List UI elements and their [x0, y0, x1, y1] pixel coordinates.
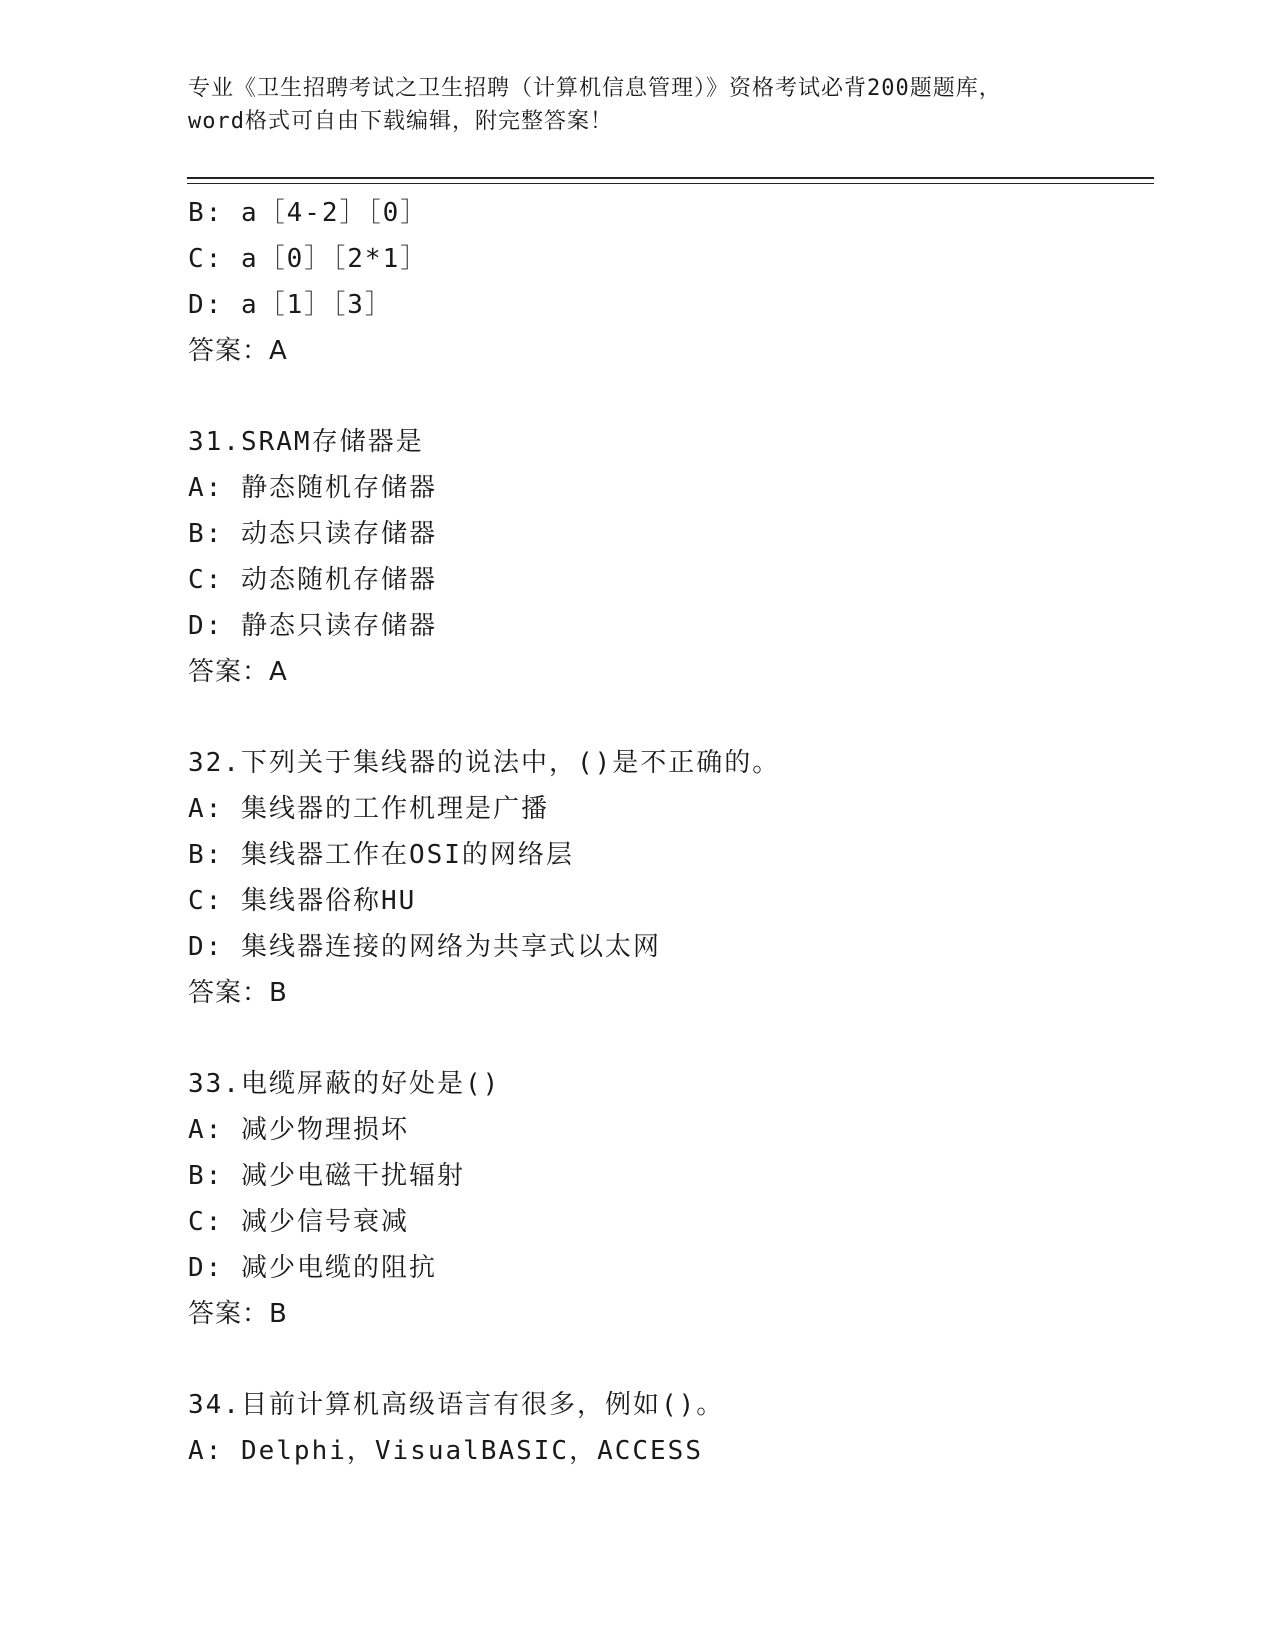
- answer-line: 答案：B: [188, 978, 288, 1008]
- answer-line: 答案：B: [188, 1299, 288, 1329]
- question-block-33: [188, 1061, 1138, 1337]
- answer-line: 答案：A: [188, 657, 288, 687]
- option-d: D: 集线器连接的网络为共享式以太网: [188, 932, 661, 962]
- option-b: B: 动态只读存储器: [188, 519, 437, 549]
- spacer: [188, 1016, 1138, 1061]
- document-header: [188, 72, 1088, 138]
- option-a: A: 静态随机存储器: [188, 473, 437, 503]
- option-d: D: 静态只读存储器: [188, 611, 437, 641]
- option-a: A: 集线器的工作机理是广播: [188, 794, 549, 824]
- spacer: [188, 374, 1138, 419]
- answer-line: 答案：A: [188, 336, 288, 366]
- spacer: [188, 695, 1138, 740]
- option-b: B: a［4-2］［0］: [188, 198, 429, 228]
- question-text: 34.目前计算机高级语言有很多，例如()。: [188, 1390, 725, 1420]
- option-c: C: 减少信号衰减: [188, 1207, 409, 1237]
- spacer: [188, 1337, 1138, 1382]
- header-divider-thick: [187, 177, 1154, 179]
- header-title-line-1: 专业《卫生招聘考试之卫生招聘（计算机信息管理）》资格考试必背200题题库，: [188, 76, 1002, 101]
- question-block-30: [188, 190, 1138, 374]
- option-a: A: Delphi，VisualBASIC，ACCESS: [188, 1436, 703, 1466]
- question-text: 33.电缆屏蔽的好处是(): [188, 1069, 501, 1099]
- question-text: 32.下列关于集线器的说法中，()是不正确的。: [188, 748, 781, 778]
- option-b: B: 减少电磁干扰辐射: [188, 1161, 465, 1191]
- question-block-34: [188, 1382, 1138, 1474]
- question-text: 31.SRAM存储器是: [188, 427, 424, 457]
- option-d: D: a［1］［3］: [188, 290, 393, 320]
- option-c: C: a［0］［2*1］: [188, 244, 429, 274]
- question-block-31: [188, 419, 1138, 695]
- option-c: C: 集线器俗称HU: [188, 886, 417, 916]
- option-c: C: 动态随机存储器: [188, 565, 437, 595]
- question-block-32: [188, 740, 1138, 1016]
- header-divider-thin: [187, 183, 1154, 184]
- option-d: D: 减少电缆的阻抗: [188, 1253, 437, 1283]
- option-b: B: 集线器工作在OSI的网络层: [188, 840, 574, 870]
- header-title-line-2: word格式可自由下载编辑，附完整答案！: [188, 109, 613, 134]
- question-list: [188, 190, 1138, 1474]
- option-a: A: 减少物理损坏: [188, 1115, 409, 1145]
